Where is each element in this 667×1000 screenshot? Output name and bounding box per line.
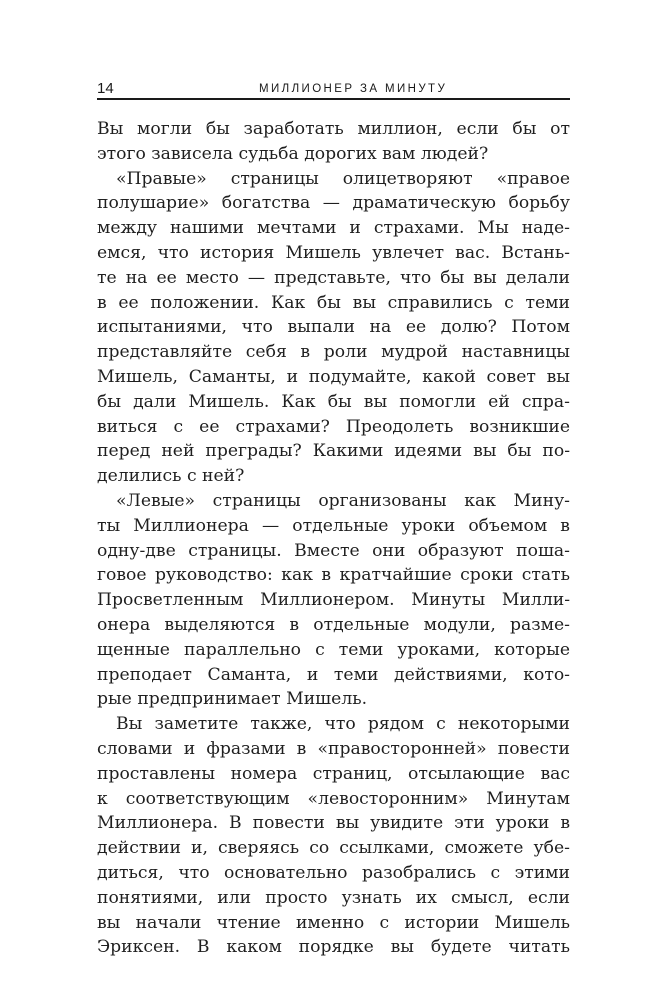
text-line: действии и, сверяясь со ссылками, сможете убе-	[97, 838, 570, 859]
text-line: понятиями, или просто узнать их смысл, если	[97, 887, 570, 908]
page-body	[97, 117, 570, 960]
text-line: вы начали чтение именно с истории Мишель	[97, 912, 570, 933]
text-line: «Правые» страницы олицетворяют «правое	[116, 168, 570, 189]
running-title: МИЛЛИОНЕР ЗА МИНУТУ	[259, 83, 448, 95]
text-line: представляйте себя в роли мудрой наставницы	[97, 342, 570, 363]
text-line: диться, что основательно разобрались с этими	[97, 862, 570, 883]
text-line: проставлены номера страниц, отсылающие вас	[97, 763, 570, 784]
text-line: рые предпринимает Мишель.	[97, 689, 368, 710]
text-line: виться с ее страхами? Преодолеть возникшие	[97, 416, 570, 437]
text-line: бы дали Мишель. Как бы вы помогли ей спра-	[97, 391, 570, 412]
header-rule	[97, 98, 570, 100]
text-line: одну-две страницы. Вместе они образуют поша-	[97, 540, 570, 561]
text-line: «Левые» страницы организованы как Мину-	[116, 490, 570, 511]
text-line: емся, что история Мишель увлечет вас. Встань-	[97, 242, 570, 263]
text-line: Миллионера. В повести вы увидите эти уроки в	[97, 813, 570, 834]
text-line: этого зависела судьба дорогих вам людей?	[97, 143, 489, 164]
text-line: делились с ней?	[97, 466, 245, 487]
text-line: ты Миллионера — отдельные уроки объемом в	[97, 515, 570, 536]
text-line: в ее положении. Как бы вы справились с теми	[97, 292, 570, 313]
text-line: к соответствующим «левосторонним» Минутам	[97, 788, 570, 809]
text-line: между нашими мечтами и страхами. Мы наде-	[97, 218, 570, 239]
text-line: те на ее место — представьте, что бы вы делали	[97, 267, 570, 288]
text-line: перед ней преграды? Какими идеями вы бы по-	[97, 441, 570, 462]
text-line: словами и фразами в «правосторонней» повести	[97, 738, 570, 759]
text-line: Вы заметите также, что рядом с некоторыми	[116, 714, 570, 735]
text-line: полушарие» богатства — драматическую борьбу	[97, 193, 570, 214]
text-line: преподает Саманта, и теми действиями, кото-	[97, 664, 570, 685]
text-line: щенные параллельно с теми уроками, которые	[97, 639, 570, 660]
text-line: Просветленным Миллионером. Минуты Милли-	[97, 590, 570, 611]
text-line: говое руководство: как в кратчайшие сроки стать	[97, 565, 570, 586]
text-line: Эриксен. В каком порядке вы будете читать	[97, 937, 570, 958]
text-line: Вы могли бы заработать миллион, если бы от	[97, 119, 570, 139]
text-line: онера выделяются в отдельные модули, разме-	[97, 614, 570, 635]
text-line: испытаниями, что выпали на ее долю? Потом	[97, 317, 570, 338]
text-line: Мишель, Саманты, и подумайте, какой совет вы	[97, 366, 570, 387]
page-number: 14	[97, 80, 114, 97]
